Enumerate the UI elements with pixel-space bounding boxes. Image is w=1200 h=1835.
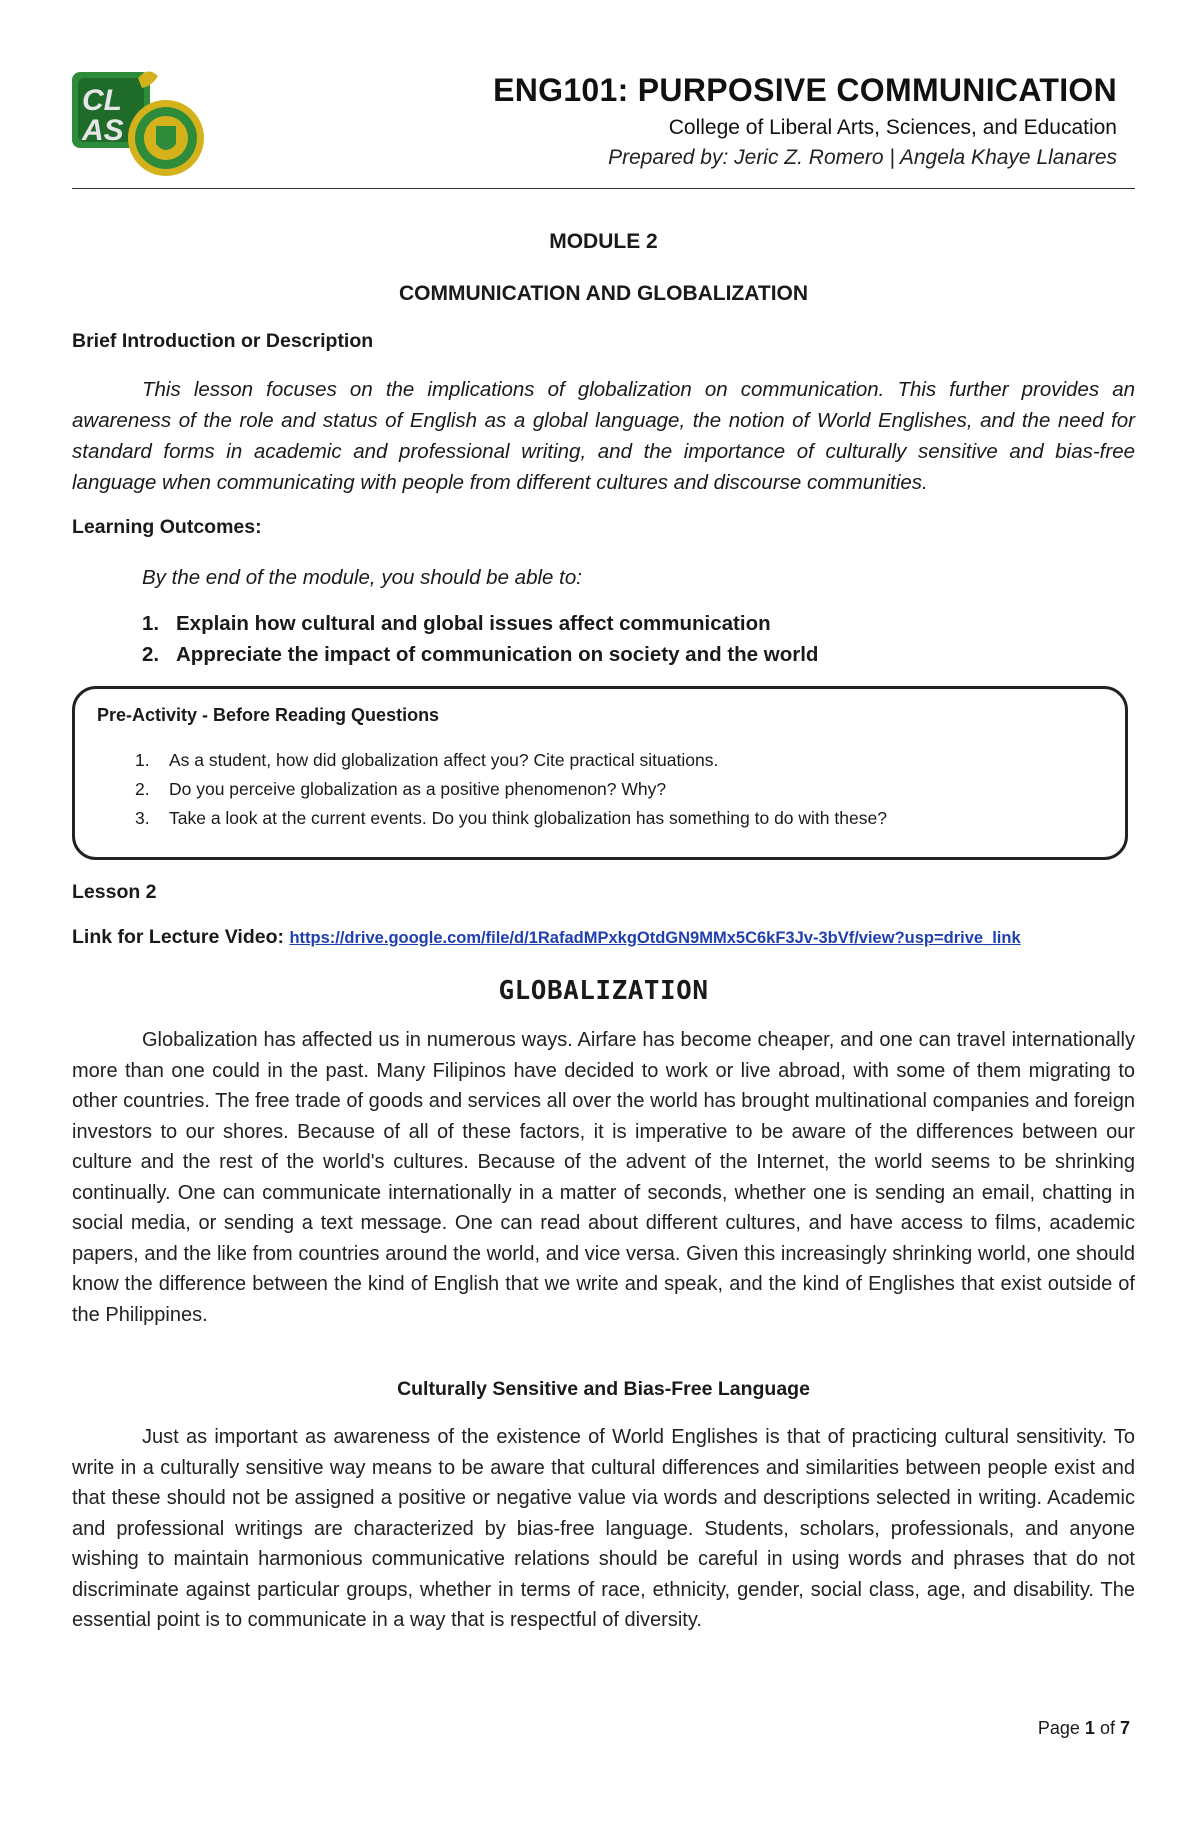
item-text: Explain how cultural and global issues affect communication <box>176 612 771 635</box>
outcomes-lead: By the end of the module, you should be able to: <box>142 566 582 589</box>
course-title: ENG101: PURPOSIVE COMMUNICATION <box>493 72 1117 108</box>
page-number <box>1038 1718 1130 1739</box>
page-total: 7 <box>1119 1718 1130 1738</box>
header-divider <box>72 188 1135 189</box>
item-number: 2. <box>142 643 160 666</box>
pre-activity-list <box>135 746 887 833</box>
item-number: 1. <box>135 750 150 770</box>
list-item <box>135 775 887 804</box>
item-number: 3. <box>135 808 150 828</box>
lecture-video-link[interactable]: https://drive.google.com/file/d/1RafadMPxkgOtdGN9MMx5C6kF3Jv-3bVf/view?usp=drive_link <box>289 929 1021 947</box>
lesson-label: Lesson 2 <box>72 881 157 903</box>
pre-activity-box <box>72 686 1128 860</box>
outcomes-heading: Learning Outcomes: <box>72 516 262 538</box>
list-item <box>135 804 887 833</box>
module-number: MODULE 2 <box>549 230 658 253</box>
item-number: 1. <box>142 612 160 635</box>
prepared-by: Prepared by: Jeric Z. Romero | Angela Khaye Llanares <box>608 146 1117 169</box>
item-text: Do you perceive globalization as a positive phenomenon? Why? <box>169 779 667 799</box>
globalization-paragraph: Globalization has affected us in numerous ways. Airfare has become cheaper, and one can travel internationally more than one could in the past. Many Filipinos have decided to work or live abroad, with some of them migrating to other countries. The free trade of goods and services all over the world has brought multinational companies and foreign investors to our shores. Because of all of these factors, it is imperative to be aware of the differences between our culture and the rest of the world's cultures. Because of the advent of the Internet, the world seems to be shrinking continually. One can communicate internationally in a matter of seconds, whether one is sending an email, chatting in social media, or sending a text message. One can read about different cultures, and have access to films, academic papers, and the like from countries around the world, and vice versa. Given this increasingly shrinking world, one should know the difference between the kind of English that we write and speak, and the kind of Englishes that exist outside of the Philippines. <box>72 1029 1135 1326</box>
svg-text:CL: CL <box>82 84 122 117</box>
page-word: Page <box>1037 1718 1080 1738</box>
outcomes-list <box>142 608 818 670</box>
module-title: COMMUNICATION AND GLOBALIZATION <box>398 282 809 305</box>
college-logo <box>68 66 208 182</box>
intro-paragraph: This lesson focuses on the implications of globalization on communication. This further provides an awareness of the role and status of English as a global language, the notion of World Englishes, and the need for standard forms in academic and professional writing, and the importance of culturally sensitive and bias-free language when communicating with people from different cultures and discourse communities. <box>72 378 1135 494</box>
bias-free-paragraph: Just as important as awareness of the existence of World Englishes is that of practicing cultural sensitivity. To write in a culturally sensitive way means to be aware that cultural differences and similarities between people exist and that these should not be assigned a positive or negative value via words and descriptions selected in writing. Academic and professional writings are characterized by bias-free language. Students, scholars, professionals, and anyone wishing to maintain harmonious communicative relations should be careful in using words and phrases that do not discriminate against particular groups, whether in terms of race, ethnicity, gender, social class, age, and disability. The essential point is to communicate in a way that is respectful of diversity. <box>72 1426 1135 1631</box>
college-name: College of Liberal Arts, Sciences, and Education <box>668 116 1117 139</box>
svg-text:AS: AS <box>82 114 124 147</box>
pre-activity-title: Pre-Activity - Before Reading Questions <box>97 705 440 725</box>
item-text: Take a look at the current events. Do you think globalization has something to do with these? <box>169 808 887 828</box>
list-item <box>142 608 818 639</box>
list-item <box>135 746 887 775</box>
lecture-link-label: Link for Lecture Video: <box>72 926 285 948</box>
item-text: Appreciate the impact of communication on society and the world <box>176 643 819 666</box>
page-of: of <box>1099 1718 1115 1738</box>
lecture-link-row <box>72 926 1021 949</box>
intro-heading: Brief Introduction or Description <box>72 330 374 352</box>
globalization-title: GLOBALIZATION <box>498 976 709 1006</box>
item-text: As a student, how did globalization affect you? Cite practical situations. <box>169 750 719 770</box>
bias-free-title: Culturally Sensitive and Bias-Free Language <box>397 1378 810 1400</box>
item-number: 2. <box>135 779 150 799</box>
list-item <box>142 639 818 670</box>
page-current: 1 <box>1084 1718 1095 1738</box>
